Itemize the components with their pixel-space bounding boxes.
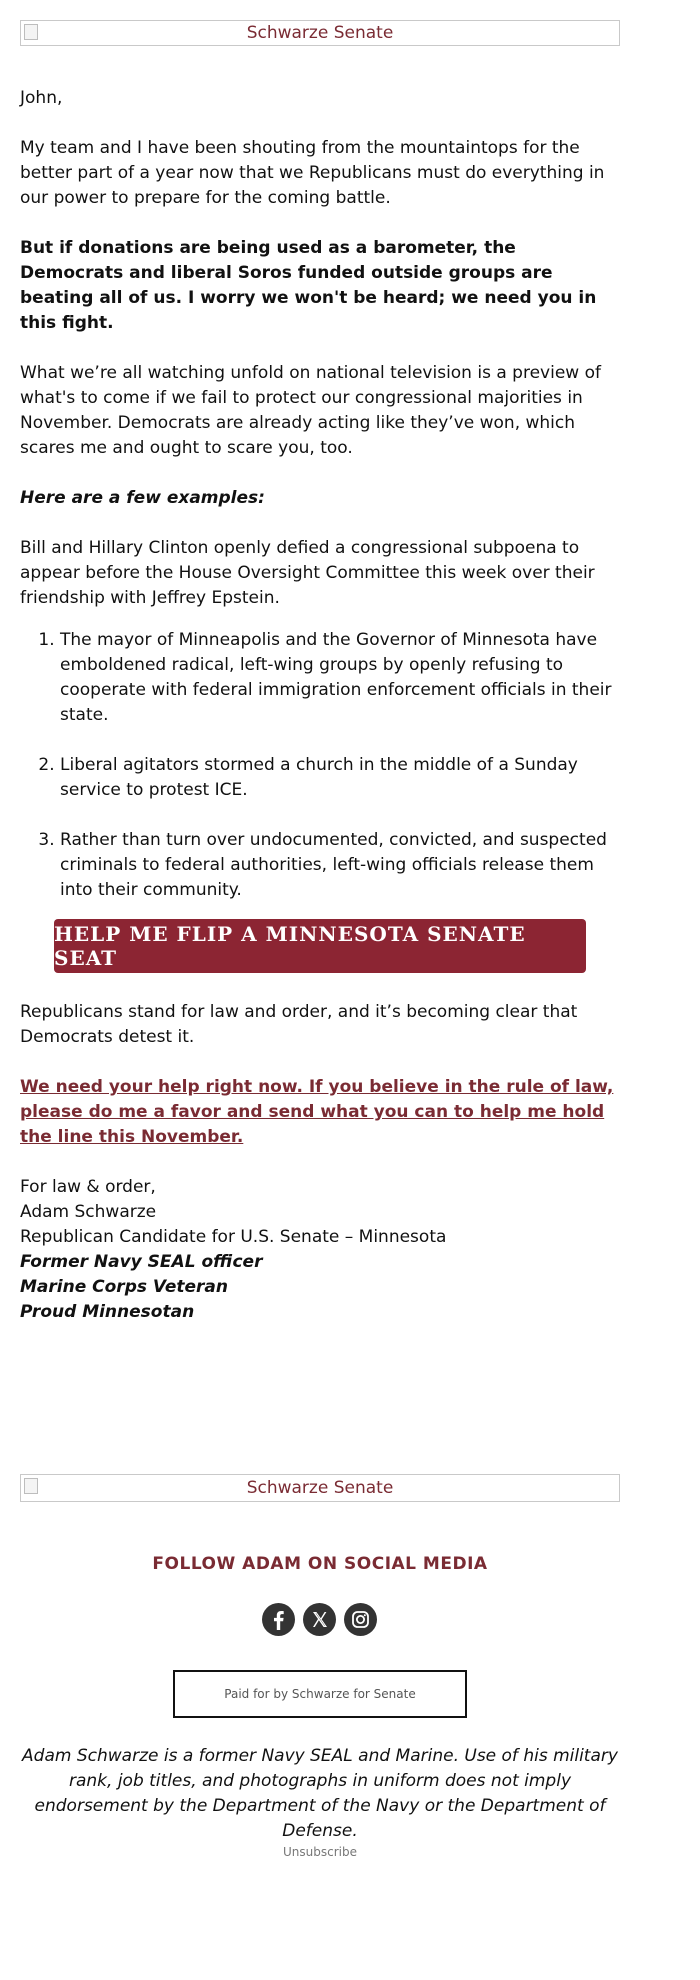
- signoff: For law & order,: [20, 1177, 156, 1197]
- header-image-alt: Schwarze Senate: [246, 23, 394, 43]
- paragraph-3: What we’re all watching unfold on national television is a preview of what's to come if we fail to protect our congressional majorities in November. Democrats are already acting like they’ve won, which scares me and ought to scare you, too.: [20, 363, 601, 458]
- list-item: 3. Rather than turn over undocumented, convicted, and suspected criminals to federal authorities, left-wing officials release them into their community.: [60, 828, 620, 903]
- paragraph-5: Republicans stand for law and order, and it’s becoming clear that Democrats detest it.: [20, 1002, 578, 1047]
- instagram-icon[interactable]: [344, 1603, 377, 1636]
- list-item: 1. The mayor of Minneapolis and the Governor of Minnesota have emboldened radical, left-wing groups by openly refusing to cooperate with federal immigration enforcement officials in their state.: [60, 628, 620, 728]
- examples-list: [20, 628, 620, 903]
- paragraph-4: Bill and Hillary Clinton openly defied a congressional subpoena to appear before the House Oversight Committee this week over their friendship with Jeffrey Epstein.: [20, 538, 595, 608]
- message-body: [20, 86, 620, 928]
- x-icon[interactable]: [303, 1603, 336, 1636]
- broken-image-icon: [24, 24, 38, 40]
- footer-image-alt: Schwarze Senate: [246, 1478, 394, 1498]
- social-links: [262, 1603, 378, 1637]
- examples-heading: Here are a few examples:: [20, 488, 265, 508]
- credential: Marine Corps Veteran: [20, 1277, 228, 1297]
- donate-cta-button[interactable]: HELP ME FLIP A MINNESOTA SENATE SEAT: [54, 919, 586, 973]
- paid-for-box: Paid for by Schwarze for Senate: [173, 1670, 467, 1718]
- cta-container: [54, 919, 586, 973]
- message-body-continued: [20, 1000, 620, 1325]
- paragraph-1: My team and I have been shouting from the mountaintops for the better part of a year now that we Republicans must do everything in our power to prepare for the coming battle.: [20, 138, 605, 208]
- paragraph-2-bold: But if donations are being used as a barometer, the Democrats and liberal Soros funded outside groups are beating all of us. I worry we won't be heard; we need you in this fight.: [20, 238, 597, 333]
- credential: Proud Minnesotan: [20, 1302, 195, 1322]
- unsubscribe-link[interactable]: Unsubscribe: [283, 1845, 357, 1859]
- signer-name: Adam Schwarze: [20, 1202, 157, 1222]
- greeting: John,: [20, 88, 63, 108]
- signer-title: Republican Candidate for U.S. Senate – Minnesota: [20, 1227, 447, 1247]
- facebook-icon[interactable]: [262, 1603, 295, 1636]
- list-item: 2. Liberal agitators stormed a church in the middle of a Sunday service to protest ICE.: [60, 753, 620, 803]
- follow-heading: FOLLOW ADAM ON SOCIAL MEDIA: [152, 1554, 488, 1574]
- signature-block: [20, 1175, 620, 1325]
- disclaimer-text: Adam Schwarze is a former Navy SEAL and Marine. Use of his military rank, job titles, and photographs in uniform does not imply endorsement by the Department of the Navy or the Department of Defense.: [22, 1746, 618, 1841]
- header-banner-image[interactable]: [20, 20, 620, 46]
- donate-text-link[interactable]: We need your help right now. If you believe in the rule of law, please do me a favor and send what you can to help me hold the line this November.: [20, 1077, 614, 1147]
- broken-image-icon: [24, 1478, 38, 1494]
- footer-banner-image[interactable]: [20, 1474, 620, 1502]
- credential: Former Navy SEAL officer: [20, 1252, 263, 1272]
